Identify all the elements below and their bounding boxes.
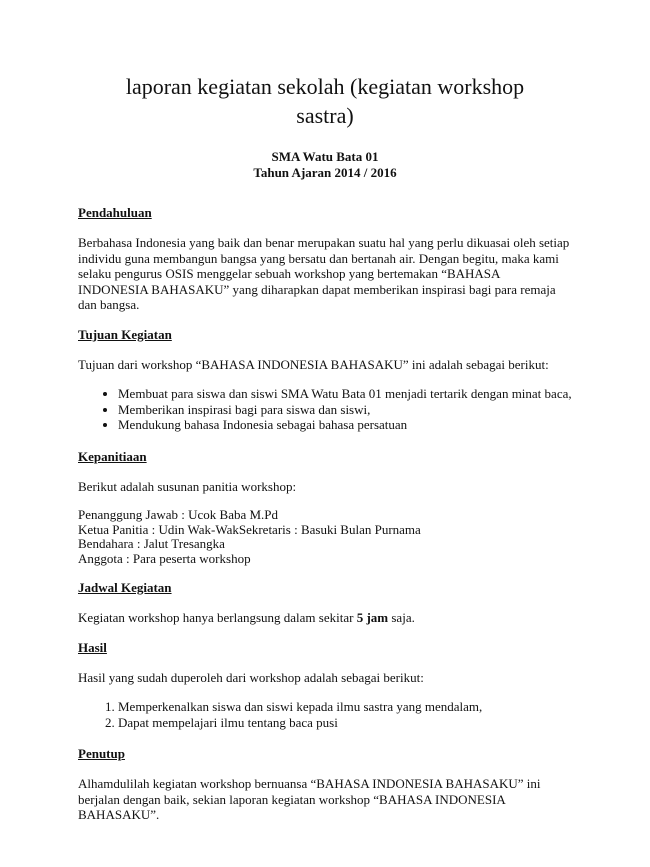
committee-list	[78, 508, 572, 566]
academic-year: Tahun Ajaran 2014 / 2016	[253, 165, 397, 180]
heading-penutup: Penutup	[78, 746, 125, 761]
hasil-intro: Hasil yang sudah duperoleh dari workshop adalah sebagai berikut:	[78, 669, 424, 685]
committee-line: Anggota : Para peserta workshop	[78, 550, 251, 566]
jadwal-text	[78, 610, 572, 626]
heading-kepanitiaan: Kepanitiaan	[78, 448, 147, 464]
committee-line: Penanggung Jawab : Ucok Baba M.Pd	[78, 507, 279, 522]
committee-line: Ketua Panitia : Udin Wak-WakSekretaris : Basuki Bulan Purnama	[78, 521, 421, 537]
pendahuluan-text: Berbahasa Indonesia yang baik dan benar merupakan suatu hal yang perlu dikuasai oleh setiap individu guna membangun bangsa yang bersatu dan bertanah air. Dengan begitu, maka kami selaku pengurus OSIS menggelar sebuah workshop yang bertemakan “BAHASA INDONESIA BAHASAKU” yang diharapkan dapat memberikan inspirasi bagi para remaja dan bangsa.	[78, 235, 570, 312]
list-item: • Mendukung bahasa Indonesia sebagai bahasa persatuan	[118, 417, 572, 433]
school-name: SMA Watu Bata 01	[271, 149, 379, 164]
tujuan-intro: Tujuan dari workshop “BAHASA INDONESIA BAHASAKU” ini adalah sebagai berikut:	[78, 356, 549, 372]
heading-jadwal: Jadwal Kegiatan	[78, 580, 172, 595]
kepanitiaan-intro: Berikut adalah susunan panitia workshop:	[78, 478, 297, 494]
jadwal-text-after: saja.	[388, 610, 415, 625]
list-item: 2. Dapat mempelajari ilmu tentang baca pusi	[118, 715, 572, 731]
jadwal-duration: 5 jam	[356, 610, 389, 625]
penutup-text: Alhamdulilah kegiatan workshop bernuansa “BAHASA INDONESIA BAHASAKU” ini berjalan dengan baik, sekian laporan kegiatan workshop “BAHASA INDONESIA BAHASAKU”.	[78, 776, 541, 822]
heading-hasil: Hasil	[78, 639, 107, 655]
tujuan-list	[78, 386, 572, 433]
committee-line: Bendahara : Jalut Tresangka	[78, 536, 225, 551]
page-title: laporan kegiatan sekolah (kegiatan workshop sastra)	[125, 74, 525, 128]
list-item: 1. Memperkenalkan siswa dan siswi kepada ilmu sastra yang mendalam,	[118, 699, 572, 715]
jadwal-text-before: Kegiatan workshop hanya berlangsung dalam sekitar	[78, 610, 357, 625]
hasil-list	[78, 699, 572, 730]
list-item: • Memberikan inspirasi bagi para siswa dan siswi,	[118, 402, 572, 418]
list-item: • Membuat para siswa dan siswi SMA Watu Bata 01 menjadi tertarik dengan minat baca,	[118, 386, 572, 402]
heading-tujuan: Tujuan Kegiatan	[78, 326, 172, 342]
heading-pendahuluan: Pendahuluan	[78, 205, 152, 220]
